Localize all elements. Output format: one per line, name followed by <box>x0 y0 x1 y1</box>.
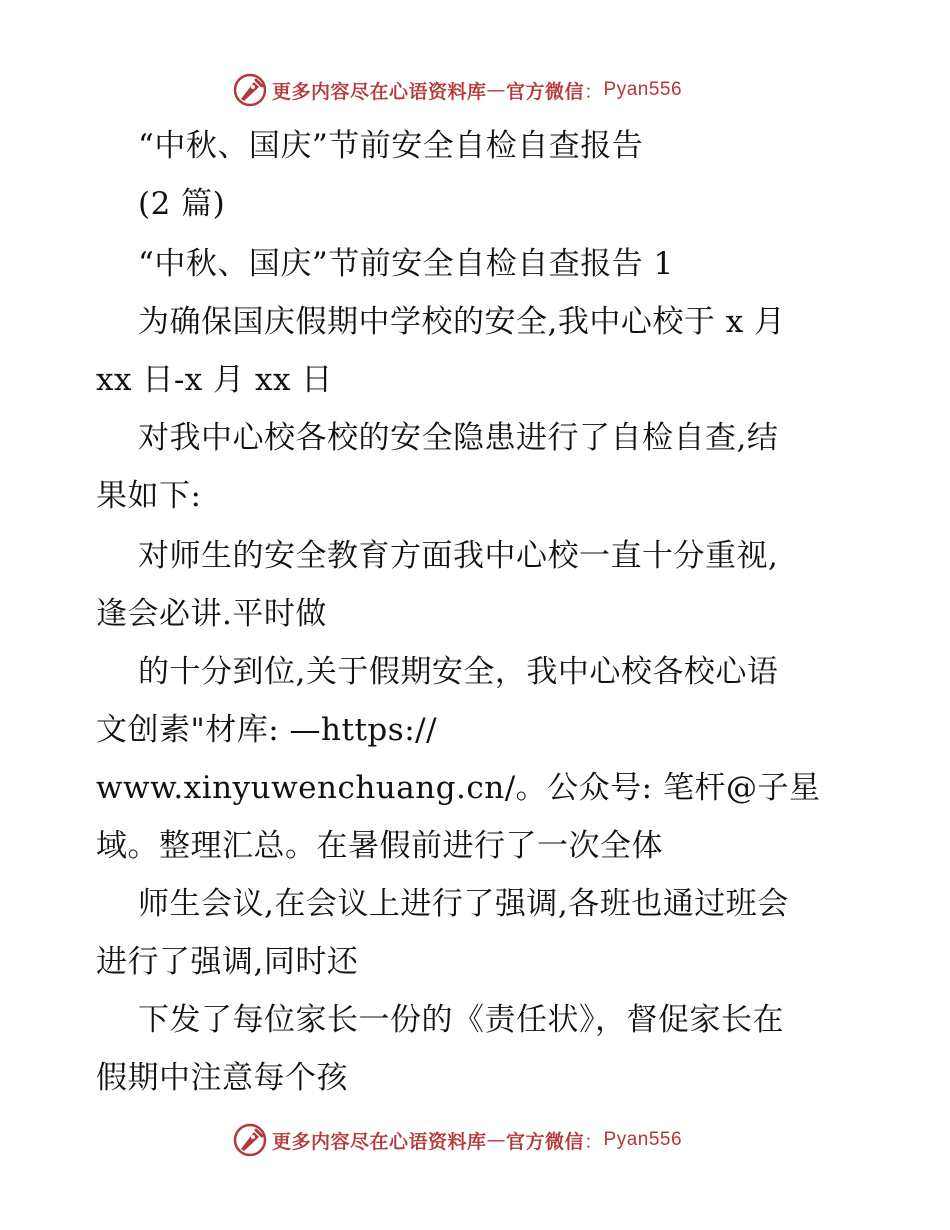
paragraph-line: 文创素"材库: —https:// <box>96 712 438 748</box>
section-heading: “中秋、国庆”节前安全自检自查报告 1 <box>138 246 674 282</box>
paragraph-line: 果如下: <box>96 478 202 514</box>
banner-main-text: 更多内容尽在心语资料库 <box>272 80 487 103</box>
doc-subtitle: (2 篇) <box>138 186 226 222</box>
paragraph-line: 假期中注意每个孩 <box>96 1060 348 1096</box>
paragraph-line: 进行了强调,同时还 <box>96 944 359 980</box>
banner-colon: ： <box>584 1130 604 1153</box>
doc-title: “中秋、国庆”节前安全自检自查报告 <box>138 128 644 164</box>
pen-nib-logo-icon <box>232 72 268 108</box>
pen-nib-logo-icon <box>232 1122 268 1158</box>
paragraph-line: 师生会议,在会议上进行了强调,各班也通过班会 <box>138 886 789 922</box>
paragraph-line: 的十分到位,关于假期安全，我中心校各校心语 <box>138 654 779 690</box>
paragraph-line: 逢会必讲.平时做 <box>96 596 327 632</box>
banner-wechat-label: 官方微信 <box>506 80 585 103</box>
paragraph-line: xx 日-x 月 xx 日 <box>96 362 333 398</box>
paragraph-line: 为确保国庆假期中学校的安全,我中心校于 x 月 <box>138 304 786 340</box>
paragraph-line: 对师生的安全教育方面我中心校一直十分重视, <box>138 538 779 574</box>
header-banner <box>232 70 682 110</box>
paragraph-line: 对我中心校各校的安全隐患进行了自检自查,结 <box>138 420 779 456</box>
banner-colon: ： <box>584 80 604 103</box>
paragraph-line: 下发了每位家长一份的《责任状》，督促家长在 <box>138 1002 784 1038</box>
banner-dash: — <box>486 79 507 101</box>
paragraph-line: www.xinyuwenchuang.cn/。公众号: 笔杆@子星 <box>96 770 821 806</box>
paragraph-line: 域。整理汇总。在暑假前进行了一次全体 <box>96 828 663 864</box>
banner-wechat-label: 官方微信 <box>506 1130 585 1153</box>
banner-wechat-id: Pyan556 <box>603 79 683 100</box>
banner-main-text: 更多内容尽在心语资料库 <box>272 1130 487 1153</box>
footer-banner <box>232 1120 682 1160</box>
banner-wechat-id: Pyan556 <box>603 1129 683 1150</box>
banner-dash: — <box>486 1129 507 1151</box>
